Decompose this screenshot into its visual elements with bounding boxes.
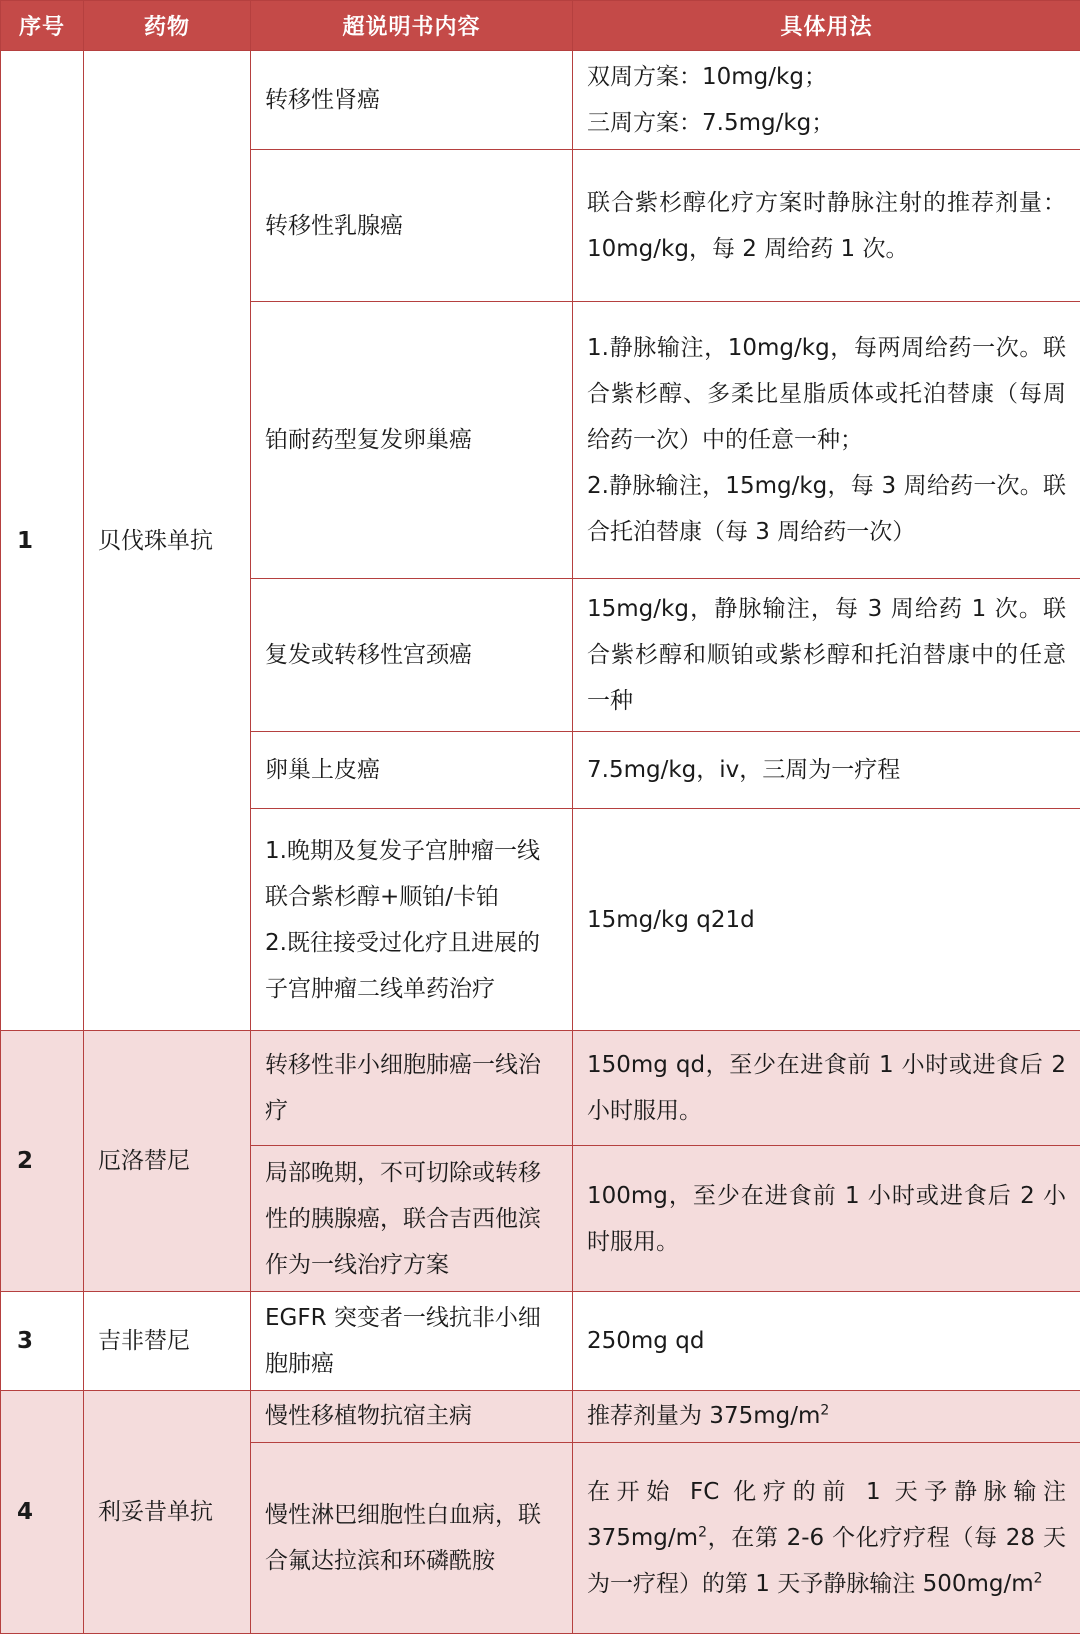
table-header-row <box>1 1 1080 51</box>
groups.0.rows.5.indication-line: 2.既往接受过化疗且进展的子宫肿瘤二线单药治疗 <box>265 929 540 1002</box>
header-drug: 药物 <box>84 1 251 51</box>
table-row <box>1 51 1080 150</box>
dosage-cell <box>573 1442 1080 1633</box>
drug-name: 厄洛替尼 <box>84 1031 251 1292</box>
drug-name: 利妥昔单抗 <box>84 1390 251 1633</box>
indication-cell <box>251 302 573 579</box>
row-number: 2 <box>1 1031 84 1292</box>
indication-cell <box>251 809 573 1031</box>
indication-cell <box>251 51 573 150</box>
drug-name: 吉非替尼 <box>84 1291 251 1390</box>
superscript: 2 <box>698 1524 707 1541</box>
header-indication: 超说明书内容 <box>251 1 573 51</box>
groups.1.rows.0.dosage-line: 150mg qd，至少在进食前 1 小时或进食后 2 小时服用。 <box>587 1052 1066 1125</box>
dosage-cell <box>573 1291 1080 1390</box>
header-no: 序号 <box>1 1 84 51</box>
indication-cell <box>251 1442 573 1633</box>
dosage-cell <box>573 149 1080 302</box>
indication-cell <box>251 579 573 732</box>
indication-cell <box>251 1291 573 1390</box>
groups.0.rows.4.indication-line: 卵巢上皮癌 <box>265 757 380 784</box>
indication-cell <box>251 1031 573 1146</box>
groups.0.rows.1.dosage-line: 联合紫杉醇化疗方案时静脉注射的推荐剂量：10mg/kg，每 2 周给药 1 次。 <box>587 189 1066 262</box>
groups.0.rows.2.indication-line: 铂耐药型复发卵巢癌 <box>265 427 472 454</box>
dosage-text: 推荐剂量为 375mg/m <box>587 1403 821 1430</box>
indication-cell <box>251 149 573 302</box>
header-dosage: 具体用法 <box>573 1 1080 51</box>
dosage-cell <box>573 809 1080 1031</box>
groups.0.rows.4.dosage-line: 7.5mg/kg，iv，三周为一疗程 <box>587 757 901 784</box>
groups.0.rows.0.dosage-line: 三周方案：7.5mg/kg； <box>587 109 835 136</box>
groups.0.rows.2.dosage-line: 1.静脉输注，10mg/kg，每两周给药一次。联合紫杉醇、多柔比星脂质体或托泊替康（每周给药一次）中的任意一种； <box>587 335 1066 454</box>
groups.0.rows.5.indication-line: 1.晚期及复发子宫肿瘤一线联合紫杉醇+顺铂/卡铂 <box>265 837 540 910</box>
dosage-cell <box>573 302 1080 579</box>
groups.0.rows.0.dosage-line: 双周方案：10mg/kg； <box>587 63 827 90</box>
groups.0.rows.3.indication-line: 复发或转移性宫颈癌 <box>265 642 472 669</box>
groups.3.rows.1.indication-line: 慢性淋巴细胞性白血病，联合氟达拉滨和环磷酰胺 <box>265 1501 541 1574</box>
dosage-cell <box>573 51 1080 150</box>
groups.0.rows.0.indication-line: 转移性肾癌 <box>265 86 380 113</box>
dosage-cell <box>573 1031 1080 1146</box>
groups.3.rows.0.indication-line: 慢性移植物抗宿主病 <box>265 1403 472 1430</box>
table-row <box>1 1031 1080 1146</box>
table-row <box>1 1291 1080 1390</box>
dosage-text: ，在第 2-6 个化疗疗程（每 28 天为一疗程）的第 1 天予静脉输注 500mg/m <box>587 1524 1066 1597</box>
indication-cell <box>251 732 573 809</box>
groups.2.rows.0.dosage-line: 250mg qd <box>587 1327 705 1354</box>
groups.0.rows.3.dosage-line: 15mg/kg，静脉输注，每 3 周给药 1 次。联合紫杉醇和顺铂或紫杉醇和托泊替康中的任意一种 <box>587 596 1066 715</box>
table-row <box>1 1390 1080 1442</box>
indication-cell <box>251 1146 573 1292</box>
groups.0.rows.5.dosage-line: 15mg/kg q21d <box>587 906 755 933</box>
dosage-cell <box>573 1146 1080 1292</box>
row-number: 3 <box>1 1291 84 1390</box>
drug-name: 贝伐珠单抗 <box>84 51 251 1031</box>
dosage-cell <box>573 732 1080 809</box>
groups.1.rows.1.dosage-line: 100mg，至少在进食前 1 小时或进食后 2 小时服用。 <box>587 1182 1066 1255</box>
dosage-cell <box>573 579 1080 732</box>
groups.0.rows.2.dosage-line: 2.静脉输注，15mg/kg，每 3 周给药一次。联合托泊替康（每 3 周给药一次） <box>587 473 1066 546</box>
groups.1.rows.0.indication-line: 转移性非小细胞肺癌一线治疗 <box>265 1052 541 1125</box>
superscript: 2 <box>820 1402 830 1419</box>
table-body <box>1 51 1080 1634</box>
dosage-cell <box>573 1390 1080 1442</box>
groups.1.rows.1.indication-line: 局部晚期，不可切除或转移性的胰腺癌，联合吉西他滨作为一线治疗方案 <box>265 1159 541 1278</box>
groups.0.rows.1.indication-line: 转移性乳腺癌 <box>265 212 403 239</box>
row-number: 4 <box>1 1390 84 1633</box>
row-number: 1 <box>1 51 84 1031</box>
dosage-text: 在开始 FC 化疗的前 1 天予静脉输注 375mg/m <box>587 1478 1066 1551</box>
groups.2.rows.0.indication-line: EGFR 突变者一线抗非小细胞肺癌 <box>265 1304 541 1377</box>
superscript: 2 <box>1033 1570 1043 1587</box>
indication-cell <box>251 1390 573 1442</box>
